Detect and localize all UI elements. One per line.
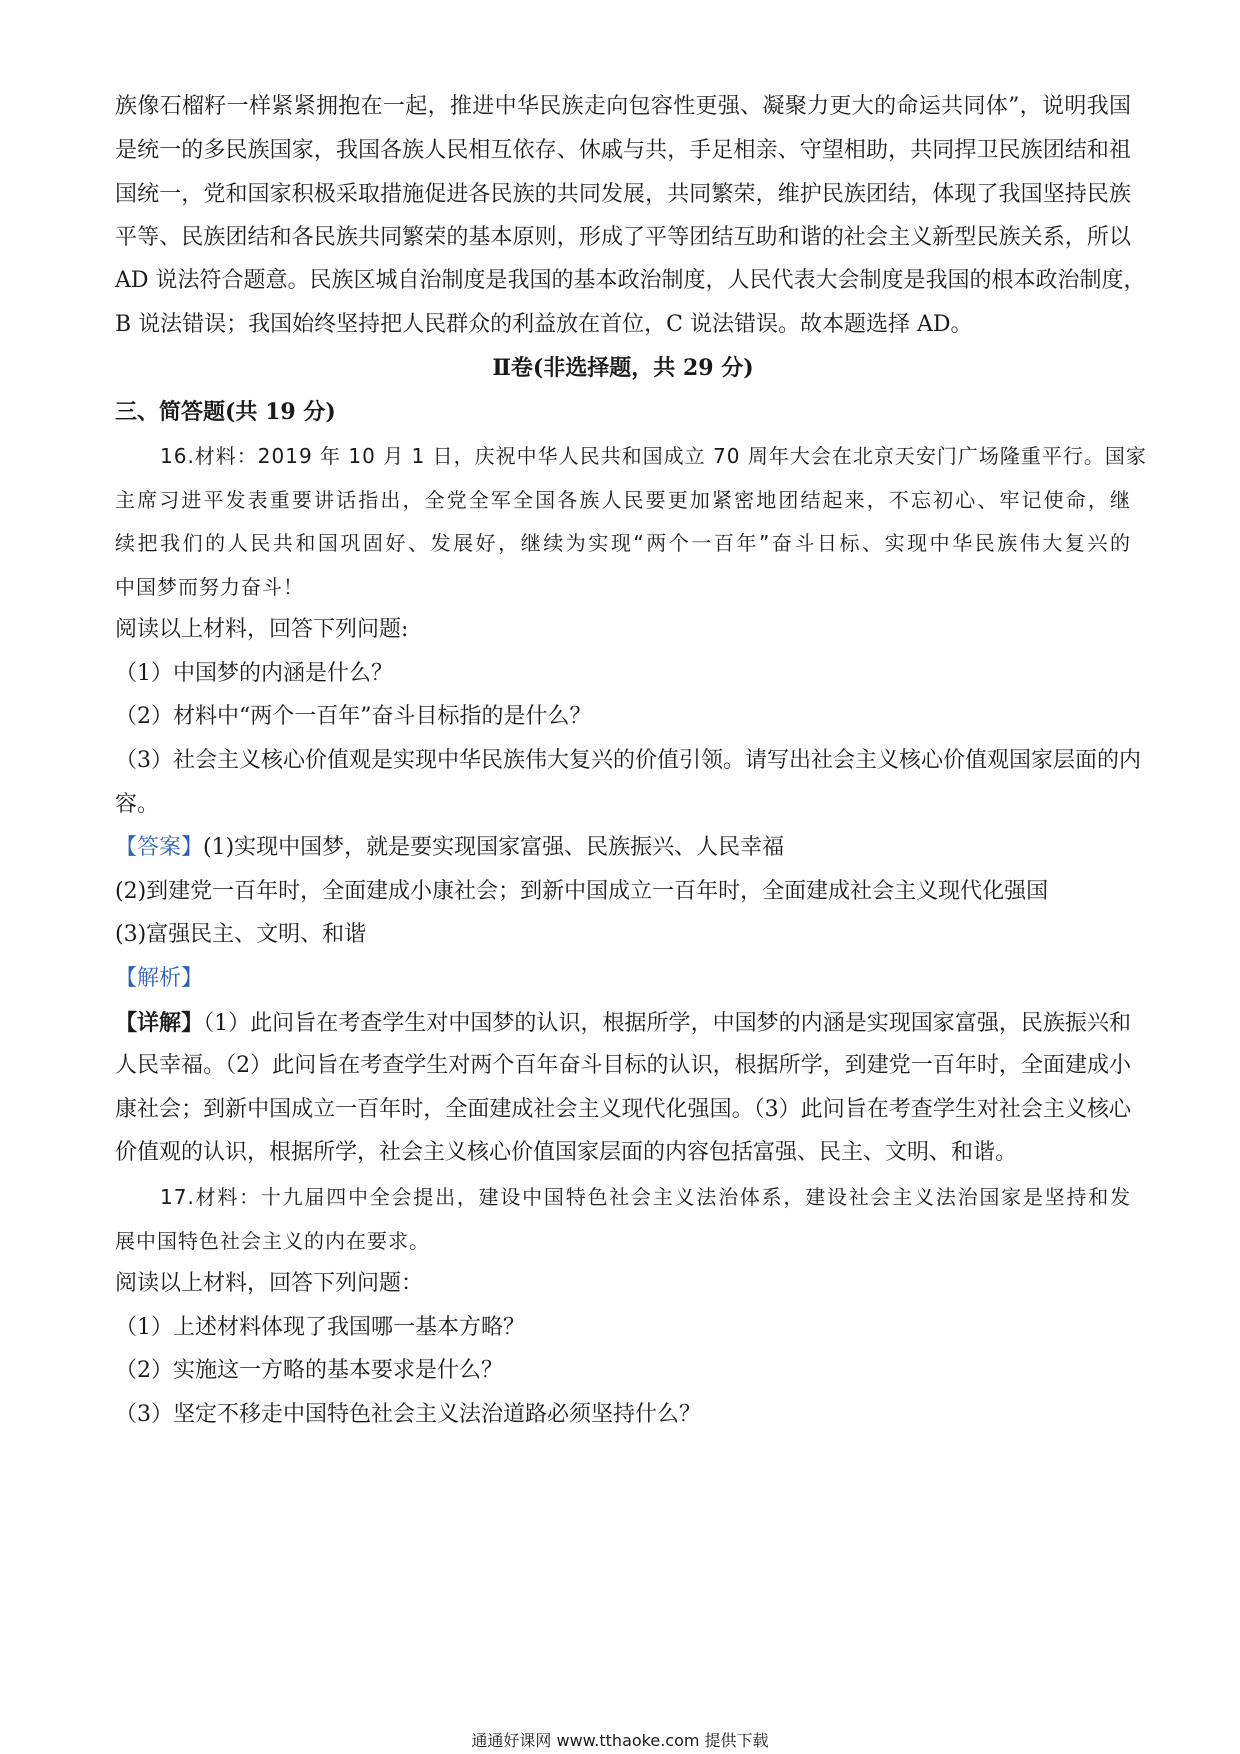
- footer-text: 通通好课网 www.tthaoke.com 提供下载: [471, 1731, 769, 1750]
- part-title: 三、简答题(共 19 分): [115, 399, 336, 425]
- prev-answer-line: 族像石榴籽一样紧紧拥抱在一起，推进中华民族走向包容性更强、凝聚力更大的命运共同体”，说明我国: [115, 94, 1131, 119]
- prev-answer-line: B 说法错误；我国始终坚持把人民群众的利益放在首位，C 说法错误。故本题选择 AD。: [115, 312, 973, 337]
- q16-material-line: 中国梦而努力奋斗！: [115, 575, 304, 599]
- q16-detail-line: 康社会；到新中国成立一百年时，全面建成社会主义现代化强国。（3）此问旨在考查学生对社会主义核心: [115, 1097, 1131, 1122]
- q16-material-line: 续把我们的人民共和国巩固好、发展好，继续为实现“两个一百年”奋斗日标、实现中华民族伟大复兴的: [115, 531, 1131, 555]
- q16-detail-line: [115, 1008, 1131, 1039]
- q17-question: （2）实施这一方略的基本要求是什么？: [115, 1358, 503, 1383]
- q17-question: （1）上述材料体现了我国哪一基本方略？: [115, 1315, 525, 1340]
- q17-question: （3）坚定不移走中国特色社会主义法治道路必须坚持什么？: [115, 1402, 701, 1427]
- q16-material-line: 主席习进平发表重要讲话指出，全党全军全国各族人民要更加紧密地团结起来，不忘初心、牢记使命，继: [115, 488, 1131, 512]
- q16-question: （1）中国梦的内涵是什么？: [115, 661, 393, 686]
- prev-answer-line: 平等、民族团结和各民族共同繁荣的基本原则，形成了平等团结互助和谐的社会主义新型民族关系，所以: [115, 225, 1131, 250]
- q16-material-line: 16.材料：2019 年 10 月 1 日，庆祝中华人民共和国成立 70 周年大会在北京天安门广场隆重平行。国家: [160, 444, 1147, 468]
- q17-material-line: 展中国特色社会主义的内在要求。: [115, 1229, 430, 1253]
- q16-question: （2）材料中“两个一百年”奋斗目标指的是什么？: [115, 704, 592, 729]
- prev-answer-line: AD 说法符合题意。民族区城自治制度是我国的基本政治制度，人民代表大会制度是我国的根本政治制度，: [115, 268, 1146, 293]
- detail-tag: 【详解】: [115, 1010, 204, 1036]
- q16-detail-line: 人民幸福。（2）此问旨在考查学生对两个百年奋斗目标的认识，根据所学，到建党一百年时，全面建成小: [115, 1053, 1131, 1078]
- prev-answer-line: 是统一的多民族国家，我国各族人民相互依存、休戚与共，手足相亲、守望相助，共同捍卫民族团结和祖: [115, 138, 1131, 163]
- q17-material-line: 17.材料：十九届四中全会提出，建设中国特色社会主义法治体系，建设社会主义法治国家是坚持和发: [160, 1185, 1131, 1209]
- analysis-tag: 【解析】: [115, 966, 204, 991]
- answer-tag: 【答案】: [115, 835, 204, 860]
- q16-prompt: 阅读以上材料，回答下列问题:: [115, 617, 409, 642]
- q16-answer-line: (2)到建党一百年时，全面建成小康社会；到新中国成立一百年时，全面建成社会主义现代化强国: [115, 879, 1049, 904]
- q16-detail-line: 价值观的认识，根据所学，社会主义核心价值国家层面的内容包括富强、民主、文明、和谐。: [115, 1140, 1018, 1165]
- section-title: Ⅱ卷(非选择题，共 29 分): [492, 355, 754, 381]
- answer-text: (1)实现中国梦，就是要实现国家富强、民族振兴、人民幸福: [203, 835, 785, 860]
- q17-prompt: 阅读以上材料，回答下列问题：: [115, 1271, 424, 1296]
- detail-text: （1）此问旨在考查学生对中国梦的认识，根据所学，中国梦的内涵是实现国家富强，民族振兴和: [203, 1011, 1131, 1036]
- q16-question: 容。: [115, 792, 160, 817]
- q16-answer-line: (3)富强民主、文明、和谐: [115, 922, 367, 947]
- prev-answer-line: 国统一，党和国家积极采取措施促进各民族的共同发展，共同繁荣，维护民族团结，体现了我国坚持民族: [115, 182, 1131, 207]
- q16-question: （3）社会主义核心价值观是实现中华民族伟大复兴的价值引领。请写出社会主义核心价值观国家层面的内: [115, 748, 1142, 773]
- q16-answer-line: [115, 833, 1131, 863]
